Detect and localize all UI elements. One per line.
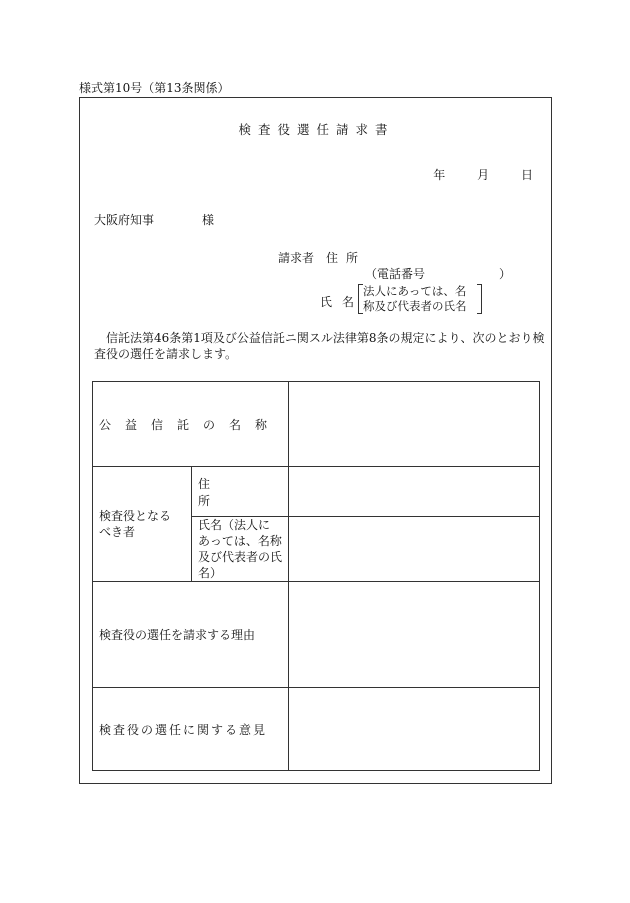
trust-name-label: [99, 416, 282, 433]
inspector-address-label-cell: [192, 467, 289, 517]
trust-name-label-text: 公益信託の名称: [99, 417, 282, 432]
reason-label-cell: [93, 582, 289, 688]
inspector-name-field[interactable]: [289, 517, 540, 582]
addressee-suffix: 様: [202, 213, 215, 227]
form-frame: [79, 97, 552, 784]
inspector-label: 検査役となるべき者: [99, 509, 172, 539]
requester-label: 請求者: [278, 251, 315, 265]
trust-name-label-cell: [93, 382, 289, 467]
body-text: 信託法第46条第1項及び公益信託ニ関スル法律第8条の規定により、次のとおり検査役の選任を請求します。: [94, 331, 545, 361]
date-day-label: 日: [520, 168, 533, 182]
opinion-label: 検査役の選任に関する意見: [99, 722, 268, 737]
requester-name-label: 氏名: [320, 295, 365, 309]
date-month-label: 月: [477, 168, 490, 182]
form-number: 様式第10号（第13条関係）: [79, 81, 230, 95]
reason-label: 検査役の選任を請求する理由: [99, 628, 256, 642]
inspector-name-label: 氏名（法人にあっては、名称及び代表者の氏名）: [198, 518, 283, 580]
opinion-label-cell: [93, 688, 289, 771]
trust-name-field[interactable]: [289, 382, 540, 467]
request-table: [92, 381, 540, 771]
opinion-field[interactable]: [289, 688, 540, 771]
date-line: [413, 166, 533, 183]
inspector-address-field[interactable]: [289, 467, 540, 517]
inspector-label-cell: [93, 467, 192, 582]
date-year-label: 年: [433, 168, 446, 182]
inspector-name-label-cell: [192, 517, 289, 582]
requester-name-note: 法人にあっては、名称及び代表者の氏名: [363, 284, 477, 314]
document-title: 検査役選任請求書: [238, 122, 395, 137]
addressee: 大阪府知事: [94, 213, 155, 227]
reason-field[interactable]: [289, 582, 540, 688]
inspector-address-label: 住所: [198, 476, 261, 508]
requester-phone-label: （電話番号: [365, 267, 426, 281]
requester-phone-close: ）: [499, 267, 512, 281]
requester-address-label: 住所: [326, 251, 367, 265]
